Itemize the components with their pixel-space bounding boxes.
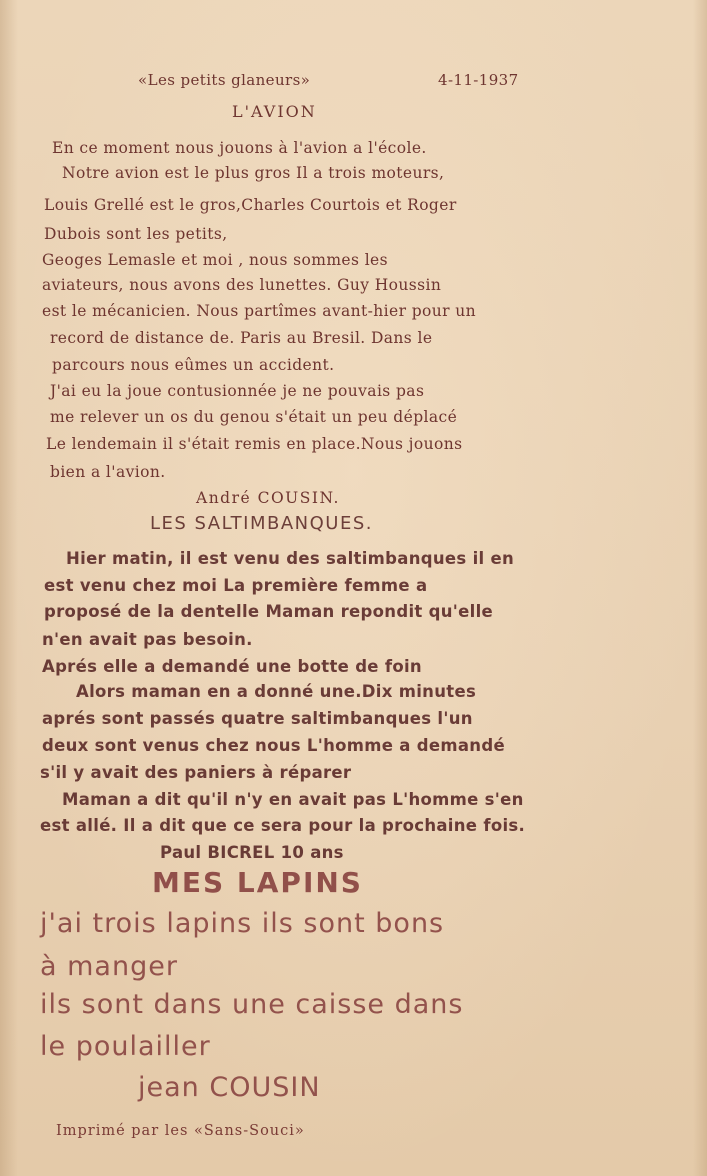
avion-line: J'ai eu la joue contusionnée je ne pouvais pas: [50, 382, 425, 400]
avion-line: record de distance de. Paris au Bresil. Dans le: [50, 329, 433, 347]
avion-line: est le mécanicien. Nous partîmes avant-hier pour un: [42, 302, 477, 320]
article-title-lapins: MES LAPINS: [152, 866, 363, 899]
avion-line: Geoges Lemasle et moi , nous sommes les: [42, 251, 388, 269]
lapins-line: à manger: [40, 951, 178, 982]
saltimbanques-line: deux sont venus chez nous L'homme a demandé: [42, 736, 505, 755]
lapins-line: le poulailler: [40, 1031, 211, 1062]
saltimbanques-line: est allé. Il a dit que ce sera pour la prochaine fois.: [40, 816, 526, 835]
article-title-saltimbanques: LES SALTIMBANQUES.: [150, 513, 373, 534]
saltimbanques-line: n'en avait pas besoin.: [42, 630, 253, 649]
lapins-signature: jean COUSIN: [138, 1072, 321, 1103]
article-title-avion: L'AVION: [232, 102, 317, 121]
lapins-line: ils sont dans une caisse dans: [40, 989, 464, 1020]
saltimbanques-line: aprés sont passés quatre saltimbanques l'un: [42, 709, 473, 728]
avion-line: Notre avion est le plus gros Il a trois moteurs,: [62, 164, 445, 182]
avion-line: me relever un os du genou s'était un peu déplacé: [50, 408, 458, 426]
saltimbanques-line: Hier matin, il est venu des saltimbanques il en: [66, 549, 515, 568]
avion-line: Louis Grellé est le gros,Charles Courtois et Roger: [44, 196, 457, 214]
saltimbanques-line: Aprés elle a demandé une botte de foin: [42, 657, 422, 676]
avion-line: bien a l'avion.: [50, 463, 166, 481]
publication-name: «Les petits glaneurs»: [138, 71, 311, 89]
avion-line: parcours nous eûmes un accident.: [52, 356, 335, 374]
lapins-line: j'ai trois lapins ils sont bons: [40, 908, 445, 939]
avion-signature: André COUSIN.: [196, 489, 340, 507]
avion-line: Le lendemain il s'était remis en place.Nous jouons: [46, 435, 463, 453]
saltimbanques-line: Alors maman en a donné une.Dix minutes: [76, 682, 477, 701]
avion-line: En ce moment nous jouons à l'avion a l'école.: [52, 139, 427, 157]
saltimbanques-line: Maman a dit qu'il n'y en avait pas L'homme s'en: [62, 790, 524, 809]
saltimbanques-line: est venu chez moi La première femme a: [44, 576, 428, 595]
saltimbanques-line: s'il y avait des paniers à réparer: [40, 763, 352, 782]
publication-date: 4-11-1937: [438, 71, 519, 89]
imprint-line: Imprimé par les «Sans-Souci»: [56, 1123, 305, 1139]
avion-line: Dubois sont les petits,: [44, 225, 228, 243]
saltimbanques-line: proposé de la dentelle Maman repondit qu'elle: [44, 602, 494, 621]
avion-line: aviateurs, nous avons des lunettes. Guy Houssin: [42, 276, 442, 294]
saltimbanques-signature: Paul BICREL 10 ans: [160, 843, 344, 862]
